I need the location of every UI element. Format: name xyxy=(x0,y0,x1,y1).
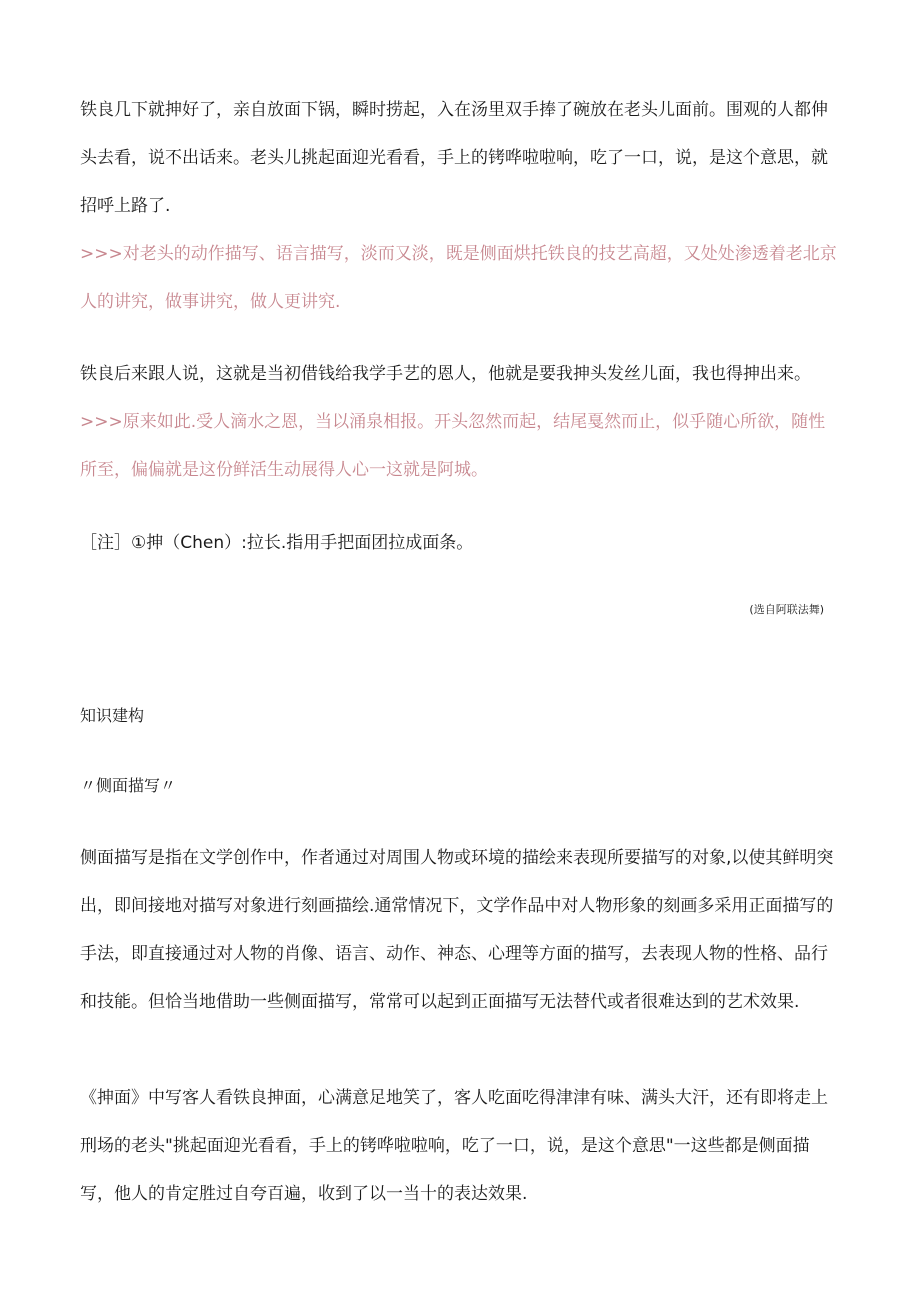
commentary-2: >>>原来如此.受人滴水之恩，当以涌泉相报。开头忽然而起，结尾戛然而止，似乎随心所欲，随性所至，偏偏就是这份鲜活生动展得人心一这就是阿城。 xyxy=(80,412,826,480)
story-paragraph-1: 铁良几下就抻好了，亲自放面下锅，瞬时捞起，入在汤里双手捧了碗放在老头儿面前。围观的人都伸头去看，说不出话来。老头儿挑起面迎光看看，手上的铐哗啦啦响，吃了一口，说，是这个意思，就招呼上路了. xyxy=(80,100,828,216)
sub-title: 〃侧面描写〃 xyxy=(80,776,177,795)
knowledge-paragraph-2: 《抻面》中写客人看铁良抻面，心满意足地笑了，客人吃面吃得津津有味、满头大汗，还有即将走上刑场的老头"挑起面迎光看看，手上的铐哗啦啦响，吃了一口，说，是这个意思"一这些都是侧面描写，他人的肯定胜过自夸百遍，收到了以一当十的表达效果. xyxy=(80,1088,828,1204)
story-paragraph-2: 铁良后来跟人说，这就是当初借钱给我学手艺的恩人，他就是要我抻头发丝儿面，我也得抻出来。 xyxy=(80,364,811,384)
source-citation: (选自阿联法舞) xyxy=(749,603,824,616)
commentary-1: >>>对老头的动作描写、语言描写，淡而又淡，既是侧面烘托铁良的技艺高超，又处处渗透着老北京人的讲究，做事讲究，做人更讲究. xyxy=(80,244,837,312)
knowledge-paragraph-1: 侧面描写是指在文学创作中，作者通过对周围人物或环境的描绘来表现所要描写的对象,以使其鲜明突出，即间接地对描写对象进行刻画描绘.通常情况下，文学作品中对人物形象的刻画多采用正面描写的手法，即直接通过对人物的肖像、语言、动作、神态、心理等方面的描写，去表现人物的性格、品行和技能。但恰当地借助一些侧面描写，常常可以起到正面描写无法替代或者很难达到的艺术效果. xyxy=(80,848,834,1012)
section-title: 知识建构 xyxy=(80,706,145,725)
footnote: ［注］①抻（Chen）:拉长.指用手把面团拉成面条。 xyxy=(80,533,474,553)
